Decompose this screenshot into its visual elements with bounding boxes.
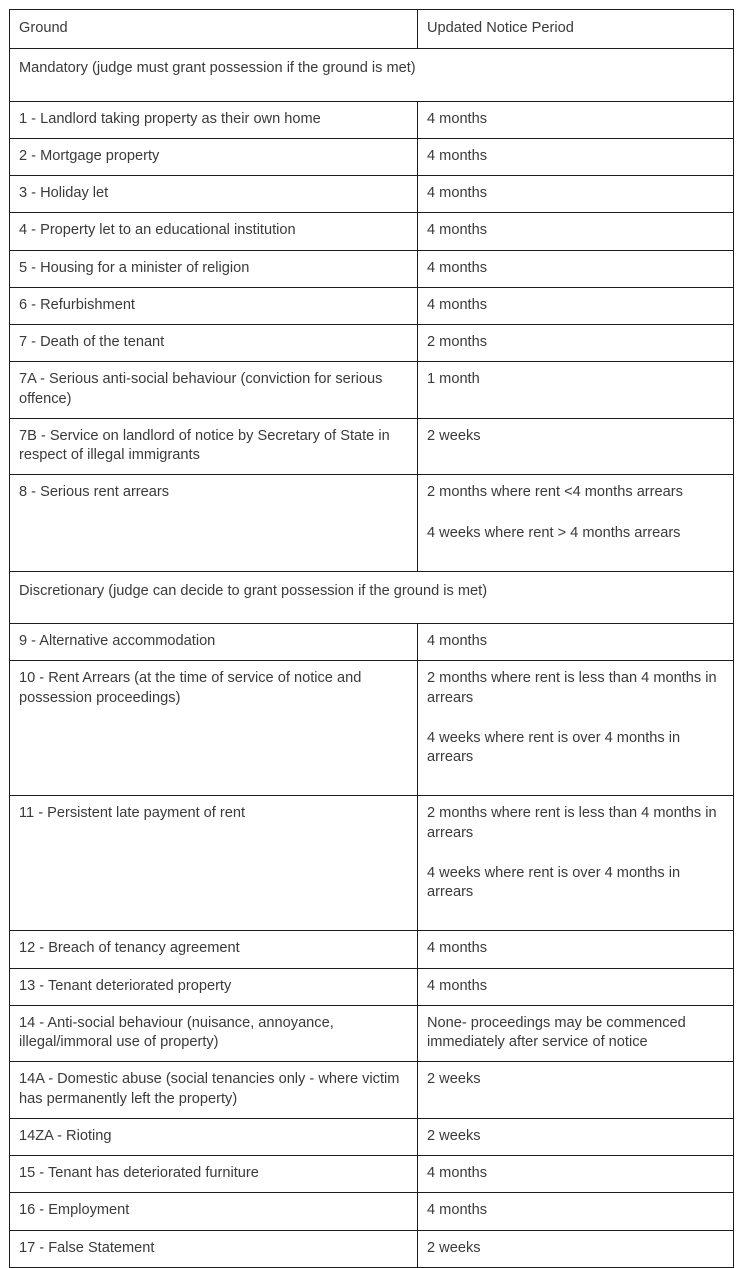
- notice-period-cell: [418, 796, 734, 931]
- ground-cell: 17 - False Statement: [10, 1230, 418, 1267]
- notice-period-line: 2 weeks: [427, 1239, 481, 1256]
- notice-period-cell: [418, 101, 734, 138]
- ground-cell: 13 - Tenant deteriorated property: [10, 968, 418, 1005]
- ground-cell: 9 - Alternative accommodation: [10, 624, 418, 661]
- notice-period-cell: [418, 1062, 734, 1119]
- table-row: [10, 624, 734, 661]
- ground-cell: 4 - Property let to an educational institution: [10, 213, 418, 250]
- notice-period-cell: [418, 931, 734, 968]
- notice-period-cell: [418, 176, 734, 213]
- ground-cell: 16 - Employment: [10, 1193, 418, 1230]
- notice-period-line: 1 month: [427, 371, 480, 388]
- notice-period-line: 2 weeks: [427, 1071, 481, 1088]
- notice-period-line: 4 months: [427, 633, 488, 649]
- notice-period-line: 4 months: [427, 977, 488, 994]
- notice-period-cell: [418, 287, 734, 324]
- ground-cell: 7A - Serious anti-social behaviour (conviction for serious offence): [10, 362, 418, 419]
- notice-period-line: 2 weeks: [427, 427, 481, 444]
- notice-period-cell: [418, 1005, 734, 1062]
- table-body: [10, 10, 734, 1268]
- ground-cell: 14A - Domestic abuse (social tenancies only - where victim has permanently left the property): [10, 1062, 418, 1119]
- notice-period-line: 4 weeks where rent is over 4 months in arrears: [427, 729, 681, 765]
- table-header-row: [10, 10, 734, 49]
- notice-period-line: 4 months: [427, 259, 488, 276]
- ground-cell: 5 - Housing for a minister of religion: [10, 250, 418, 287]
- ground-cell: 14ZA - Rioting: [10, 1118, 418, 1155]
- table-row: [10, 1005, 734, 1062]
- notice-period-cell: [418, 418, 734, 475]
- ground-cell: 8 - Serious rent arrears: [10, 475, 418, 572]
- notice-period-cell: [418, 661, 734, 796]
- notice-period-line: 2 months: [427, 334, 488, 350]
- notice-period-cell: [418, 1118, 734, 1155]
- table-section-row: [10, 49, 734, 101]
- ground-cell: 6 - Refurbishment: [10, 287, 418, 324]
- ground-cell: 15 - Tenant has deteriorated furniture: [10, 1156, 418, 1193]
- column-header-notice-period: Updated Notice Period: [418, 10, 734, 49]
- table-row: [10, 968, 734, 1005]
- notice-period-cell: [418, 250, 734, 287]
- section-banner-label: Discretionary (judge can decide to grant possession if the ground is met): [10, 571, 734, 623]
- notice-period-line: 4 weeks where rent is over 4 months in arrears: [427, 864, 681, 900]
- notice-period-cell: [418, 1193, 734, 1230]
- table-row: [10, 1193, 734, 1230]
- table-row: [10, 1118, 734, 1155]
- notice-period-line: 2 months where rent is less than 4 months in arrears: [427, 805, 717, 841]
- possession-grounds-table: [9, 9, 734, 1268]
- notice-period-line: 4 months: [427, 940, 488, 957]
- ground-cell: 14 - Anti-social behaviour (nuisance, annoyance, illegal/immoral use of property): [10, 1005, 418, 1062]
- table-row: [10, 101, 734, 138]
- ground-cell: 11 - Persistent late payment of rent: [10, 796, 418, 931]
- ground-cell: 7B - Service on landlord of notice by Secretary of State in respect of illegal immigrants: [10, 418, 418, 475]
- notice-period-line: 4 months: [427, 110, 488, 127]
- notice-period-cell: [418, 325, 734, 362]
- column-header-ground: Ground: [10, 10, 418, 49]
- notice-period-line: 4 months: [427, 1202, 488, 1219]
- notice-period-cell: [418, 213, 734, 250]
- notice-period-line: 4 months: [427, 147, 488, 164]
- table-row: [10, 213, 734, 250]
- table-row: [10, 1156, 734, 1193]
- table-section-row: [10, 571, 734, 623]
- notice-period-cell: [418, 138, 734, 175]
- ground-cell: 10 - Rent Arrears (at the time of service of notice and possession proceedings): [10, 661, 418, 796]
- ground-cell: 1 - Landlord taking property as their own home: [10, 101, 418, 138]
- notice-period-line: 4 months: [427, 296, 488, 313]
- ground-cell: 2 - Mortgage property: [10, 138, 418, 175]
- table-row: [10, 475, 734, 572]
- notice-period-line: 2 months where rent <4 months arrears: [427, 484, 683, 501]
- table-row: [10, 325, 734, 362]
- notice-period-cell: [418, 1156, 734, 1193]
- notice-period-cell: [418, 968, 734, 1005]
- table-row: [10, 931, 734, 968]
- section-banner-label: Mandatory (judge must grant possession if the ground is met): [10, 49, 734, 101]
- ground-cell: 12 - Breach of tenancy agreement: [10, 931, 418, 968]
- notice-period-line: 4 months: [427, 222, 488, 239]
- table-row: [10, 250, 734, 287]
- notice-period-cell: [418, 475, 734, 572]
- notice-period-cell: [418, 624, 734, 661]
- notice-period-line: 4 weeks where rent > 4 months arrears: [427, 524, 681, 541]
- table-row: [10, 1230, 734, 1267]
- notice-period-cell: [418, 1230, 734, 1267]
- table-row: [10, 1062, 734, 1119]
- notice-period-line: 2 months where rent is less than 4 months in arrears: [427, 670, 717, 706]
- table-row: [10, 138, 734, 175]
- notice-period-line: 4 months: [427, 185, 488, 201]
- table-row: [10, 287, 734, 324]
- notice-period-line: 4 months: [427, 1165, 488, 1181]
- notice-period-line: None- proceedings may be commenced immediately after service of notice: [427, 1014, 686, 1050]
- table-row: [10, 362, 734, 419]
- table-row: [10, 661, 734, 796]
- notice-period-cell: [418, 362, 734, 419]
- table-row: [10, 176, 734, 213]
- ground-cell: 3 - Holiday let: [10, 176, 418, 213]
- table-row: [10, 418, 734, 475]
- notice-period-line: 2 weeks: [427, 1127, 481, 1144]
- table-row: [10, 796, 734, 931]
- ground-cell: 7 - Death of the tenant: [10, 325, 418, 362]
